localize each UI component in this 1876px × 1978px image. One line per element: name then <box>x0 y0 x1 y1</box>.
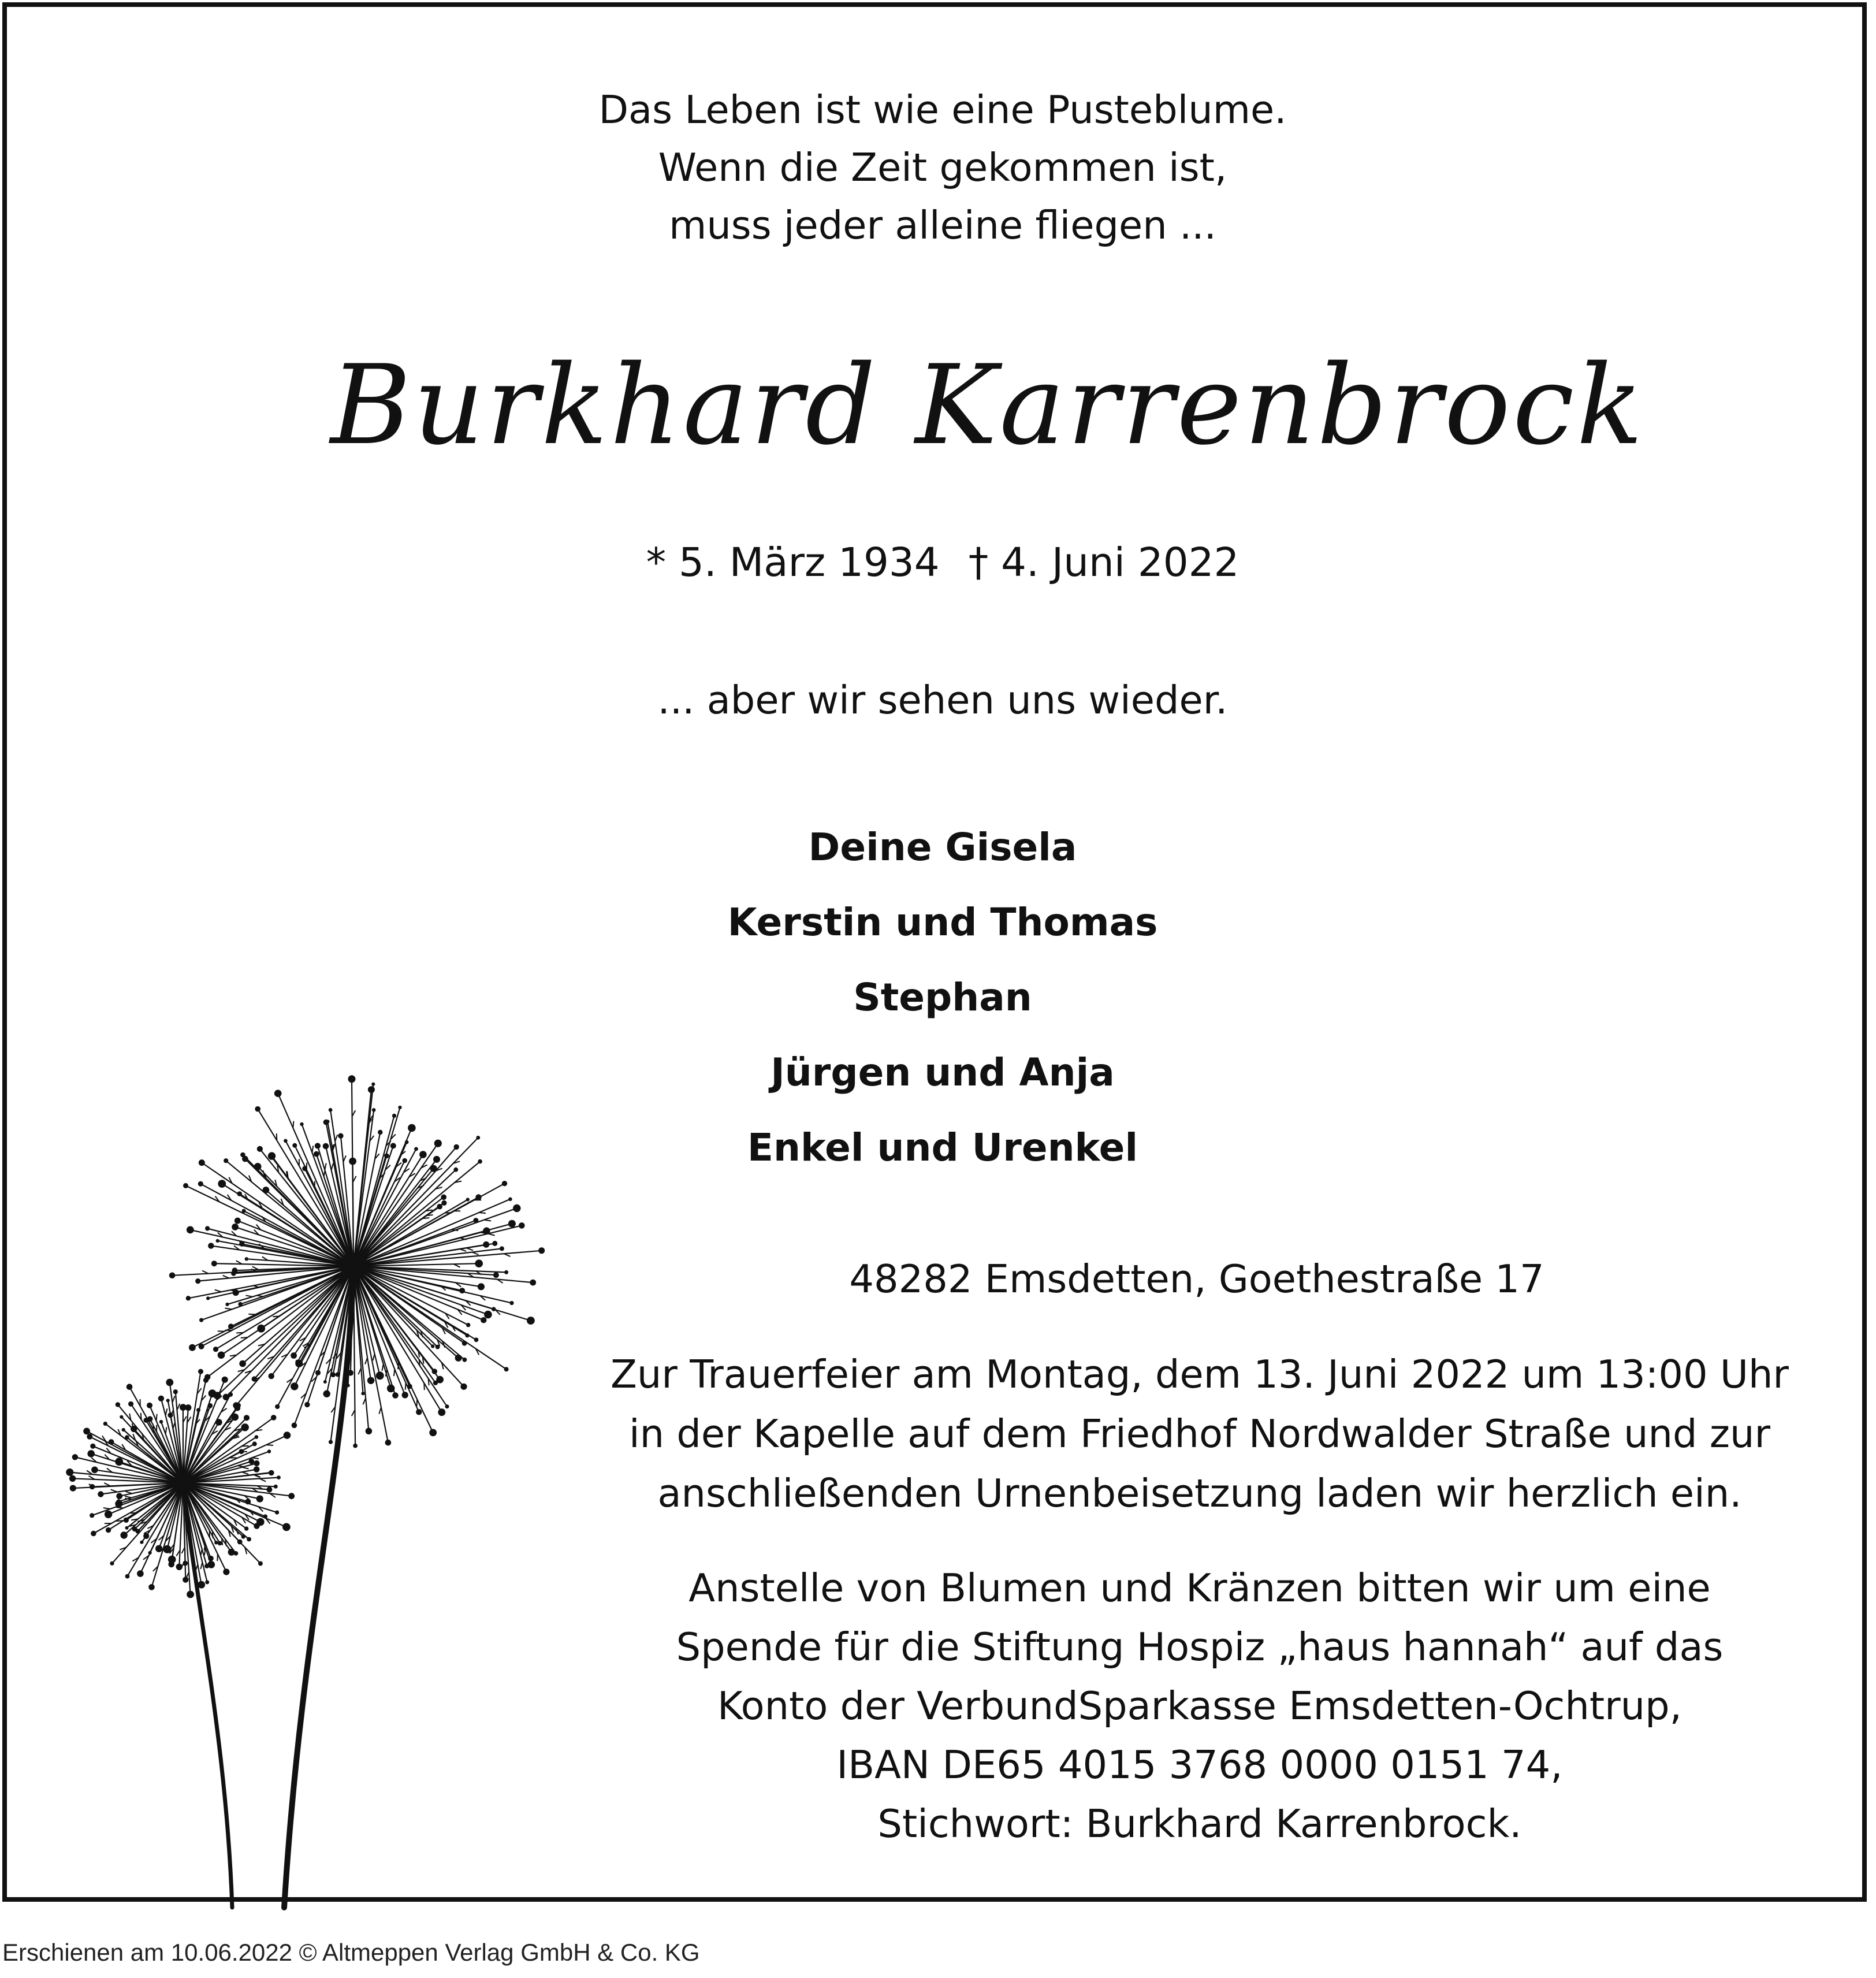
mourner-name: Kerstin und Thomas <box>727 900 1158 945</box>
mourner-name: Stephan <box>853 975 1032 1020</box>
reunion-line: ... aber wir sehen uns wieder. <box>657 678 1228 723</box>
motto-line: Das Leben ist wie eine Pusteblume. <box>598 87 1287 132</box>
donation-line: Anstelle von Blumen und Kränzen bitten wir um eine <box>688 1566 1711 1611</box>
mourner-name: Enkel und Urenkel <box>747 1125 1138 1170</box>
mourner-name: Jürgen und Anja <box>770 1050 1115 1095</box>
mourner-name: Deine Gisela <box>808 825 1077 869</box>
donation-line: Stichwort: Burkhard Karrenbrock. <box>877 1801 1522 1846</box>
motto-line: Wenn die Zeit gekommen ist, <box>658 145 1227 190</box>
mourners-list <box>596 810 1289 1185</box>
family-address: 48282 Emsdetten, Goethestraße 17 <box>849 1256 1544 1302</box>
life-dates <box>527 534 1358 592</box>
motto-line: muss jeder alleine fliegen ... <box>669 203 1216 248</box>
donation-notice <box>619 1559 1780 1853</box>
service-line: Zur Trauerfeier am Montag, dem 13. Juni 2022 um 13:00 Uhr <box>611 1352 1789 1397</box>
deceased-name: Burkhard Karrenbrock <box>330 341 1646 469</box>
service-line: in der Kapelle auf dem Friedhof Nordwalder Straße und zur <box>628 1411 1771 1456</box>
donation-line: Spende für die Stiftung Hospiz „haus hannah“ auf das <box>676 1624 1724 1670</box>
motto-quote <box>527 81 1358 254</box>
donation-line: IBAN DE65 4015 3768 0000 0151 74, <box>836 1742 1563 1787</box>
dandelion-illustration-icon <box>53 1047 573 1913</box>
obituary-frame <box>2 2 1867 1902</box>
small-dandelion-icon <box>66 1369 295 1908</box>
birth-date: * 5. März 1934 <box>646 540 940 586</box>
publication-footer: Erschienen am 10.06.2022 © Altmeppen Verlag GmbH & Co. KG <box>2 1939 700 1966</box>
death-date: † 4. Juni 2022 <box>968 540 1240 586</box>
funeral-service-notice <box>561 1345 1838 1523</box>
service-line: anschließenden Urnenbeisetzung laden wir herzlich ein. <box>657 1471 1742 1516</box>
donation-line: Konto der VerbundSparkasse Emsdetten-Ochtrup, <box>717 1683 1682 1728</box>
